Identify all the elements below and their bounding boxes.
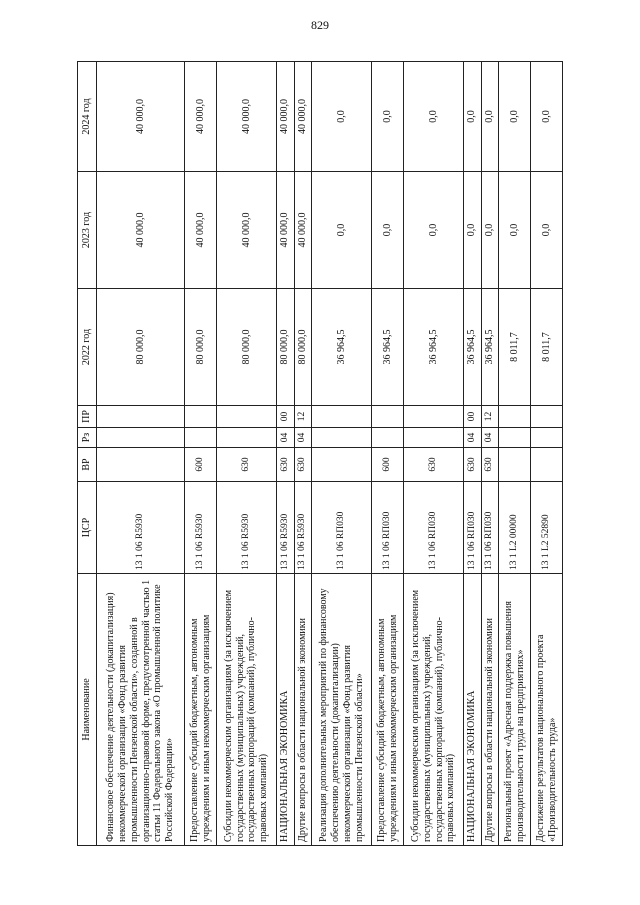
- cell-2023: 0,0: [372, 172, 404, 289]
- table-row: [294, 62, 312, 846]
- header-csr: ЦСР: [78, 482, 97, 574]
- cell-2024: 0,0: [312, 62, 372, 172]
- cell-2022: 36 964,5: [372, 289, 404, 406]
- cell-2022: 36 964,5: [481, 289, 499, 406]
- cell-csr: 13 1 06 RП030: [372, 482, 404, 574]
- cell-name: НАЦИОНАЛЬНАЯ ЭКОНОМИКА: [463, 574, 481, 846]
- cell-pr: [531, 406, 563, 428]
- cell-vr: 630: [481, 448, 499, 482]
- cell-name: Региональный проект «Адресная поддержка повышения производительности труда на предприятиях»: [499, 574, 531, 846]
- cell-csr: 13 1 06 RП030: [463, 482, 481, 574]
- cell-rz: 04: [481, 428, 499, 448]
- table-row: [97, 62, 185, 846]
- header-pr: ПР: [78, 406, 97, 428]
- cell-pr: 00: [276, 406, 294, 428]
- cell-2022: 36 964,5: [463, 289, 481, 406]
- cell-rz: [499, 428, 531, 448]
- table-row: [481, 62, 499, 846]
- cell-vr: 630: [404, 448, 464, 482]
- cell-pr: 00: [463, 406, 481, 428]
- cell-pr: [216, 406, 276, 428]
- cell-rz: 04: [294, 428, 312, 448]
- rotated-table-container: [77, 62, 563, 846]
- cell-csr: 13 1 L2 00000: [499, 482, 531, 574]
- cell-csr: 13 1 L2 52890: [531, 482, 563, 574]
- cell-vr: [312, 448, 372, 482]
- cell-name: Предоставление субсидий бюджетным, автономным учреждениям и иным некоммерческим организациям: [185, 574, 217, 846]
- cell-2023: 0,0: [404, 172, 464, 289]
- cell-2023: 40 000,0: [97, 172, 185, 289]
- cell-pr: [312, 406, 372, 428]
- table-row: [276, 62, 294, 846]
- cell-rz: [185, 428, 217, 448]
- cell-rz: [531, 428, 563, 448]
- cell-2023: 40 000,0: [294, 172, 312, 289]
- cell-vr: [499, 448, 531, 482]
- cell-rz: [97, 428, 185, 448]
- cell-2024: 0,0: [372, 62, 404, 172]
- cell-2023: 0,0: [531, 172, 563, 289]
- cell-vr: [531, 448, 563, 482]
- cell-rz: [312, 428, 372, 448]
- table-row: [372, 62, 404, 846]
- cell-2023: 40 000,0: [216, 172, 276, 289]
- cell-2024: 0,0: [463, 62, 481, 172]
- cell-pr: [404, 406, 464, 428]
- cell-csr: 13 1 06 RП030: [404, 482, 464, 574]
- cell-2024: 40 000,0: [276, 62, 294, 172]
- cell-csr: 13 1 06 RП030: [481, 482, 499, 574]
- cell-2022: 80 000,0: [276, 289, 294, 406]
- table-row: [216, 62, 276, 846]
- cell-2022: 80 000,0: [97, 289, 185, 406]
- header-2023: 2023 год: [78, 172, 97, 289]
- cell-rz: [404, 428, 464, 448]
- cell-name: Предоставление субсидий бюджетным, автономным учреждениям и иным некоммерческим организациям: [372, 574, 404, 846]
- cell-vr: 630: [463, 448, 481, 482]
- table-header-row: [78, 62, 97, 846]
- cell-csr: 13 1 06 R5930: [216, 482, 276, 574]
- cell-2022: 80 000,0: [294, 289, 312, 406]
- header-name: Наименование: [78, 574, 97, 846]
- cell-2024: 40 000,0: [185, 62, 217, 172]
- cell-csr: 13 1 06 RП030: [312, 482, 372, 574]
- cell-vr: [97, 448, 185, 482]
- cell-2024: 0,0: [499, 62, 531, 172]
- cell-2022: 8 011,7: [499, 289, 531, 406]
- cell-pr: [97, 406, 185, 428]
- cell-2022: 80 000,0: [185, 289, 217, 406]
- cell-name: Другие вопросы в области национальной экономики: [481, 574, 499, 846]
- header-rz: Рз: [78, 428, 97, 448]
- page-number: 829: [311, 18, 329, 32]
- table-row: [531, 62, 563, 846]
- cell-rz: 04: [276, 428, 294, 448]
- table-row: [185, 62, 217, 846]
- cell-2024: 40 000,0: [216, 62, 276, 172]
- cell-2024: 40 000,0: [294, 62, 312, 172]
- budget-table: [77, 61, 563, 846]
- cell-vr: 630: [294, 448, 312, 482]
- cell-vr: 630: [276, 448, 294, 482]
- table-row: [312, 62, 372, 846]
- cell-vr: 630: [216, 448, 276, 482]
- table-row: [463, 62, 481, 846]
- cell-pr: [499, 406, 531, 428]
- cell-csr: 13 1 06 R5930: [185, 482, 217, 574]
- cell-2022: 8 011,7: [531, 289, 563, 406]
- cell-pr: [372, 406, 404, 428]
- cell-csr: 13 1 06 R5930: [294, 482, 312, 574]
- cell-2023: 40 000,0: [185, 172, 217, 289]
- header-2024: 2024 год: [78, 62, 97, 172]
- cell-name: Реализация дополнительных мероприятий по финансовому обеспечению деятельности (докапитализации) некоммерческой организации «Фонд развития промышленности Пензенской области»: [312, 574, 372, 846]
- cell-2022: 36 964,5: [404, 289, 464, 406]
- cell-vr: 600: [185, 448, 217, 482]
- cell-2023: 0,0: [499, 172, 531, 289]
- cell-pr: 12: [481, 406, 499, 428]
- cell-2023: 0,0: [463, 172, 481, 289]
- cell-csr: 13 1 06 R5930: [97, 482, 185, 574]
- cell-name: Субсидии некоммерческим организациям (за исключением государственных (муниципальных) учреждений, государственных корпораций (компаний), публично-правовых компаний): [216, 574, 276, 846]
- cell-rz: 04: [463, 428, 481, 448]
- cell-name: Субсидии некоммерческим организациям (за исключением государственных (муниципальных) учреждений, государственных корпораций (компаний), публично-правовых компаний): [404, 574, 464, 846]
- cell-2022: 36 964,5: [312, 289, 372, 406]
- table-row: [499, 62, 531, 846]
- cell-2023: 40 000,0: [276, 172, 294, 289]
- header-2022: 2022 год: [78, 289, 97, 406]
- cell-2022: 80 000,0: [216, 289, 276, 406]
- cell-pr: [185, 406, 217, 428]
- cell-name: Финансовое обеспечение деятельности (докапитализация) некоммерческой организации «Фонд развития промышленности Пензенской области», созданной в организационно-правовой форме, предусмотренной частью 1 статьи 11 Федерального закона «О промышленной политике Российской Федерации»: [97, 574, 185, 846]
- cell-vr: 600: [372, 448, 404, 482]
- cell-2023: 0,0: [481, 172, 499, 289]
- cell-2024: 0,0: [404, 62, 464, 172]
- cell-2024: 0,0: [481, 62, 499, 172]
- cell-2024: 40 000,0: [97, 62, 185, 172]
- header-vr: ВР: [78, 448, 97, 482]
- cell-name: НАЦИОНАЛЬНАЯ ЭКОНОМИКА: [276, 574, 294, 846]
- cell-rz: [216, 428, 276, 448]
- cell-2024: 0,0: [531, 62, 563, 172]
- table-row: [404, 62, 464, 846]
- cell-2023: 0,0: [312, 172, 372, 289]
- cell-name: Другие вопросы в области национальной экономики: [294, 574, 312, 846]
- cell-rz: [372, 428, 404, 448]
- cell-pr: 12: [294, 406, 312, 428]
- cell-csr: 13 1 06 R5930: [276, 482, 294, 574]
- cell-name: Достижение результатов национального проекта «Производительность труда»: [531, 574, 563, 846]
